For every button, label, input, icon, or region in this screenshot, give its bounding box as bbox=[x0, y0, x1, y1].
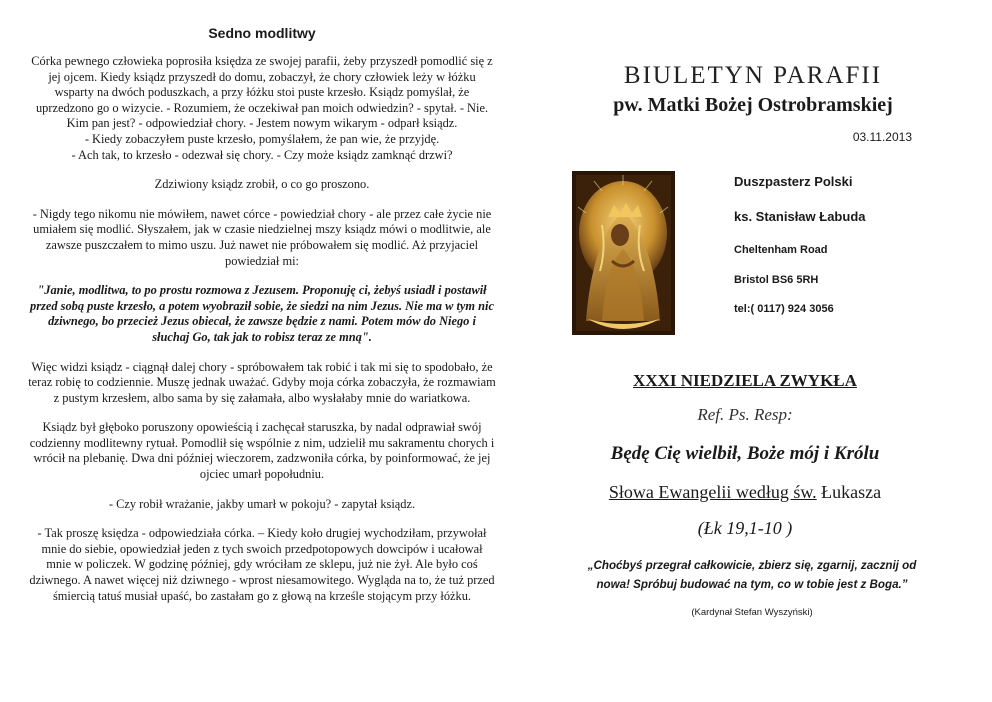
phone-number: tel:( 0117) 924 3056 bbox=[734, 303, 834, 315]
cover-column bbox=[560, 0, 960, 702]
story-paragraph: Zdziwiony ksiądz zrobił, o co go proszono. bbox=[154, 177, 370, 192]
story-title: Sedno modlitwy bbox=[208, 25, 316, 41]
psalm-refrain: Będę Cię wielbił, Boże mój i Królu bbox=[610, 443, 880, 464]
story-paragraph: Córka pewnego człowieka poprosiła księdza ze swojej parafii, żeby przyszedł pomodlić się z jej ojcem. Kiedy ksiądz przyszedł do domu, zobaczył, że chory człowiek leży w łóżku wsparty na dwóch poduszkach, a przy łóżku stoi puste krzesło. Ksiądz pomyślał, że uprzedzono go o wizycie. - Rozumiem, że oczekiwał pan moich odwiedzin? - spytał. - Nie. Kim pan jest? - odpowiedział chory. - Jestem nowym wikarym - odparł ksiądz. bbox=[31, 54, 493, 131]
address-city: Bristol BS6 5RH bbox=[734, 274, 819, 286]
address-street: Cheltenham Road bbox=[734, 244, 828, 256]
psalm-refrain-label: Ref. Ps. Resp: bbox=[697, 405, 793, 424]
priest-role: Duszpasterz Polski bbox=[734, 174, 853, 189]
story-line: - Ach tak, to krzesło - odezwał się chory. - Czy może ksiądz zamknąć drzwi? bbox=[71, 147, 453, 162]
story-paragraph: Ksiądz był głęboko poruszony opowieścią i zachęcał staruszka, by nadal odprawiał swój codzienny modlitewny rytuał. Pomodlił się wspólnie z nim, udzielił mu sakramentu chorych i wrócił na plebanię. Dwa dni później wieczorem, zadzwoniła córka, by poinformować, że jej ojciec umarł popołudniu. bbox=[29, 420, 495, 482]
closing-quote: „Choćbyś przegrał całkowicie, zbierz się, zgarnij, zacznij od nowa! Spróbuj budować na tym, co w tobie jest z Boga.” bbox=[587, 559, 917, 591]
gospel-prefix: Słowa Ewangelii według św. bbox=[608, 482, 817, 502]
story-line: - Kiedy zobaczyłem puste krzesło, pomyślałem, że pan wie, że przyjdę. bbox=[84, 131, 440, 146]
bulletin-title: BIULETYN PARAFII bbox=[623, 62, 883, 89]
story-column bbox=[28, 24, 496, 604]
parish-subtitle: pw. Matki Bożej Ostrobramskiej bbox=[613, 94, 893, 116]
priest-name: ks. Stanisław Łabuda bbox=[734, 209, 866, 224]
story-paragraph: - Czy robił wrażanie, jakby umarł w pokoju? - zapytał ksiądz. bbox=[108, 496, 416, 511]
story-paragraph: - Nigdy tego nikomu nie mówiłem, nawet córce - powiedział chory - ale przez całe życie nie umiałem się modlić. Słyszałem, jak w czasie niedzielnej mszy ksiądz mówi o modlitwie, ale zawsze puszczałem to mimo uszu. Już nawet nie próbowałem się modlić. Aż przyjaciel powiedział mi: bbox=[32, 206, 492, 268]
gospel-reference: (Łk 19,1-10 ) bbox=[697, 518, 793, 538]
story-paragraph: - Tak proszę księdza - odpowiedziała córka. – Kiedy koło drugiej wychodziłam, przywołał mnie do siebie, opowiedział jeden z tych swoich przedpotopowych dowcipów i ucałował mnie w policzek. W godzinę później, gdy wróciłam ze sklepu, już nie żył. Ale było coś dziwnego. A nawet więcej niż dziwnego - wprost niesamowitego. Wygląda na to, że tuż przed śmiercią tatuś musiał upaść, bo zastałam go z głową na krześle stojącym przy łóżku. bbox=[29, 526, 495, 603]
story-quote: "Janie, modlitwa, to po prostu rozmowa z Jezusem. Proponuję ci, żebyś usiadł i postawił przed sobą puste krzesło, a potem wyobraził sobie, że siedzi na nim Jezus. Nie ma w tym nic dziwnego, bo przecież Jezus obiecał, że zawsze będzie z nami. Potem mów do Niego i słuchaj Go, tak jak to robisz teraz ze mną". bbox=[30, 283, 494, 344]
quote-author: (Kardynał Stefan Wyszyński) bbox=[691, 607, 813, 618]
madonna-icon bbox=[572, 171, 675, 335]
story-paragraph: Więc widzi ksiądz - ciągnął dalej chory - spróbowałem tak robić i tak mi się to spodobało, że teraz robię to codziennie. Muszę jednak uważać. Gdyby moja córka zobaczyła, że rozmawiam z pustym krzesłem, albo sama by się załamała, albo wysłałaby mnie do wariatkowa. bbox=[28, 359, 496, 405]
bulletin-date: 03.11.2013 bbox=[852, 130, 912, 144]
sunday-heading: XXXI NIEDZIELA ZWYKŁA bbox=[633, 371, 857, 390]
gospel-heading bbox=[560, 482, 930, 503]
gospel-evangelist: Łukasza bbox=[821, 482, 882, 502]
